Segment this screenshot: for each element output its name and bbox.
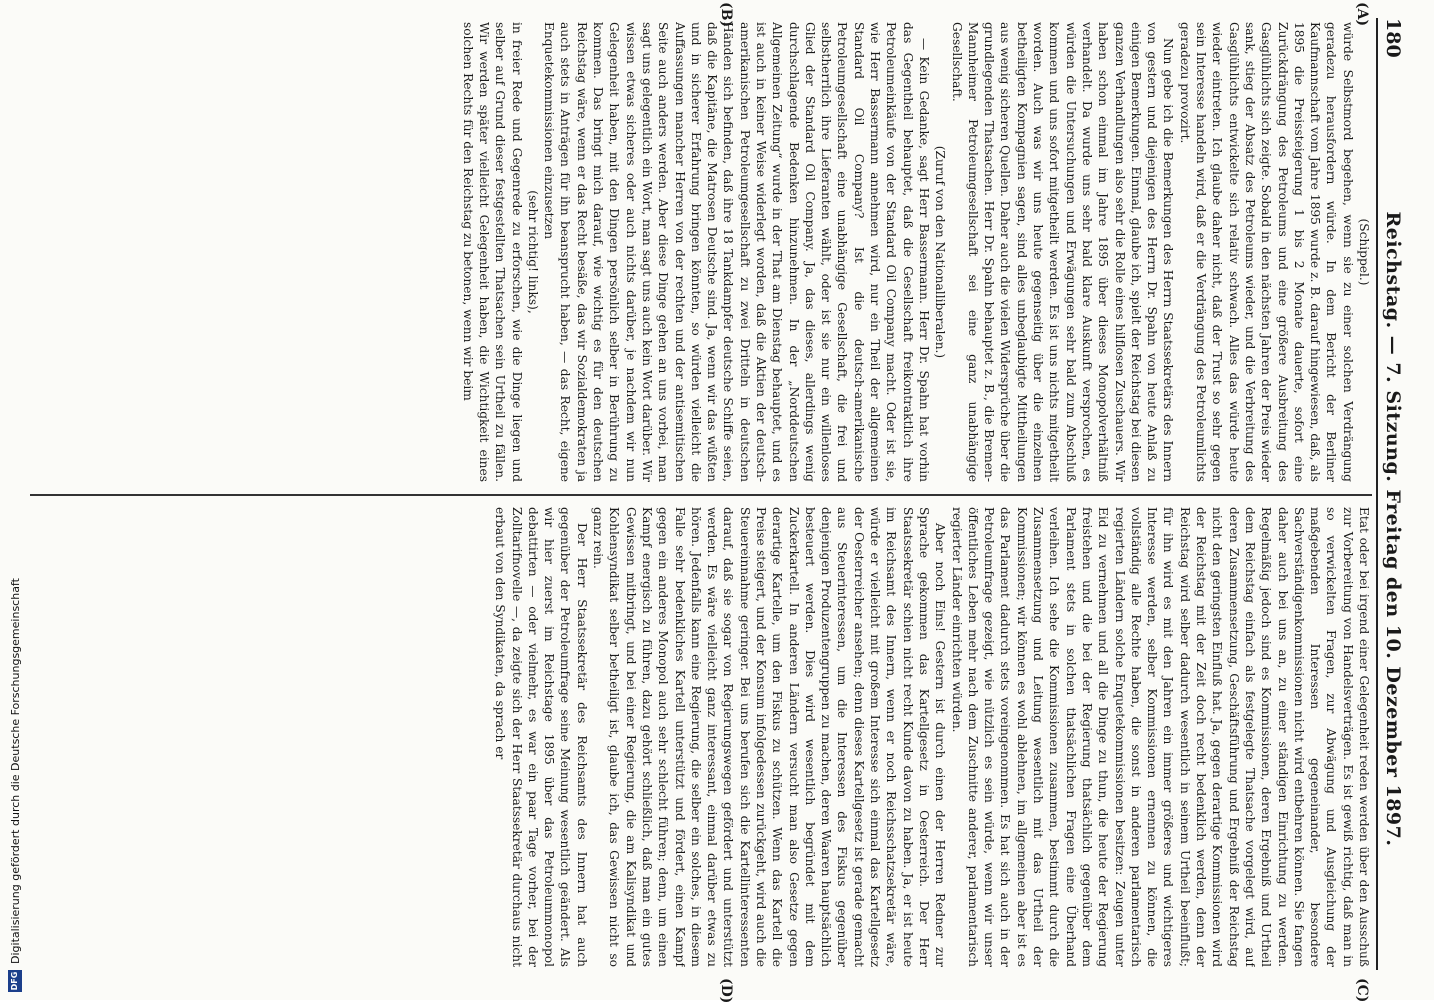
- dfg-logo-icon: DFG: [8, 970, 22, 992]
- margin-mark-c: (C): [1354, 978, 1370, 1003]
- interjection: (sehr richtig! links),: [525, 190, 540, 314]
- paragraph: würde Selbstmord begehen, wenn sie zu einer solchen Verdrängung geradezu herausfordern würde. In dem Bericht der Berliner Kaufmannschaft vom Jahre 1895 wurde z. B. darauf hingewiesen, daß, als 1895 die Preissteigerung 1 bis 2 Monate dauerte, sofort eine Zurückdrängung des Petroleums und eine größere Ausbreitung des Gasglühlichts sich zeigte. Sobald in den nächsten Jahren der Preis wieder sank, stieg der Absatz des Petroleums wieder, und die Verbreitung des Gasglühlichts entwickelte sich relativ schwach. Alles das würde heute wieder eintreten. Ich glaube daher nicht, daß der Trust so sehr gegen sein Interesse handeln wird, daß er die Verdrängung des Petroleumlichts geradezu provozirt.: [1177, 22, 1355, 482]
- left-column: [30, 22, 1372, 482]
- paragraph: — Kein Gedanke, sagt Herr Bassermann. Herr Dr. Spahn hat vorhin das Gegentheil behauptet, daß die Gesellschaft freikontraktlich ihre Petroleumeinkäufe von der Standard Oil Company macht. Oder ist sie, wie Herr Bassermann annehmen wird, nur ein Theil der allgemeinen Standard Oil Company? Ist die deutsch-amerikanische Petroleumgesellschaft eine unabhängige Gesellschaft, die frei und selbstherrlich ihre Lieferanten wählt, oder ist sie nur ein willenloses Glied der Standard Oil Company. Ja, das dieses, allerdings wenig durchschlagende Bedenken hinzunehmen. In der „Norddeutschen Allgemeinen Zeitung“ wurde in der That am Dienstag behauptet, und es ist auch in keiner Weise widerlegt worden, daß die Aktien der deutsch-amerikanischen Petroleumgesellschaft zu zwei Dritteln in deutschen Händen sich befinden, daß ihre 18 Tankdampfer deutsche Schiffe seien, daß die Kapitäne, die Matrosen Deutsche sind. Ja, wenn wir das wüßten und in sicherer Erfahrung bringen könnten, so würden vielleicht die Auffassungen mancher Herren von der rechten und der antisemitischen Seite auch anders werden. Aber diese Dinge gehen an uns vorbei, man sagt uns gelegentlich ein Wort, man sagt uns auch kein Wort darüber. Wir wissen etwas sicheres oder auch nichts darüber, je nachdem wir nun Gelegenheit haben, mit den Dingen persönlich selber in Berührung zu kommen. Das bringt mich darauf, wie wichtig es für den deutschen Reichstag wäre, wenn er das Recht besäße, das wir Sozialdemokraten ja auch stets in Anträgen für ihn beansprucht haben, — das Recht, eigene Enquetekommissionen einzusetzen: [542, 22, 931, 482]
- speaker-label: (Schippel.): [1357, 218, 1371, 286]
- paragraph: Der Herr Staatssekretär des Reichsamts des Innern hat auch gegenüber der Petroleumfrage seine Meinung wesentlich geändert. Als wir hier zuerst im Reichstage 1895 über das Petroleummonopol debattirten — oder vielmehr, es war ein paar Tage vorher, bei der Zolltarifnovelle —, da zeigte sich der Herr Staatssekretär durchaus nicht erbaut von den Syndikaten, da sprach er: [493, 507, 589, 967]
- paragraph: Etat oder bei irgend einer Gelegenheit reden werden über den Ausschuß zur Vorbereitung von Handelsverträgen. Es ist gewiß richtig, daß man in so verwickelten Fragen, zur Abwägung und Ausgleichung der maßgebenden Interessen gegeneinander, besondere Sachverständigenkommissionen nicht wird entbehren können. Sie fangen daher auch bei uns an, zu einer ständigen Einrichtung zu werden. Regelmäßig jedoch sind es Kommissionen, deren Ergebniß und Urtheil dem Reichstag einfach als festgelegte Thatsache vorgelegt wird, auf deren Zusammensetzung, Geschäftsführung und Ergebniß der Reichstag nicht den geringsten Einfluß hat. Ja, gegen derartige Kommissionen wird der Reichstag mit der Zeit doch recht bedenklich werden, denn der Reichstag wird selber dadurch wesentlich in seinem Urtheil beeinflußt; für ihn wird es mit den Jahren ein immer größeres und wichtigeres Interesse werden, selber Kommissionen ernennen zu können, die vollständig alle Rechte haben, die sonst in anderen parlamentarisch regierten Ländern solche Enquetekommissionen besitzen: Zeugen unter Eid zu vernehmen und all die Dinge zu thun, die heute der Regierung freistehen und die bei der Regierung thatsächlich gegenüber dem Parlament stets in solchen thatsächlichen Fragen eine Überhand verleihen. Ich sehe die Kommissionen zusammen, bestimmt durch die Zusammensetzung und Leitung wesentlich mit das Urtheil der Kommissionen; wir können es wohl ablehnen, im allgemeinen aber ist es das Parlament dadurch stets voreingenommen. Es hat sich auch in der Petroleumfrage gezeigt, wie nützlich es sein würde, wenn wir unser öffentliches Leben mehr nach dem Zuschnitte anderer, parlamentarisch regierter Länder einrichten würden.: [949, 507, 1371, 967]
- paragraph: Nun gebe ich die Bemerkungen des Herrn Staatssekretärs des Innern von gestern und diejenigen des Herrn Dr. Spahn von heute Anlaß zu einigen Bemerkungen. Einmal, glaube ich, spielt der Reichstag bei diesen ganzen Verhandlungen also sehr die Rolle eines hilflosen Zuschauers. Wir haben schon einmal im Jahre 1895 über dieses Monopolverhältniß verhandelt. Da wurde uns sehr bald klare Auskunft versprochen, es würden die Untersuchungen und Erwägungen sehr bald zum Abschluß kommen und uns sofort mitgetheilt werden. Es ist uns nichts mitgetheilt worden. Auch was wir uns heute gegenseitig über die einzelnen betheiligten Kompagnien sagen, sind alles unbeglaubigte Mittheilungen aus wenig sicheren Quellen. Daher auch die vielen Widersprüche über die grundlegenden Thatsachen. Herr Dr. Spahn behauptet z. B., die Bremen-Mannheimer Petroleumgesellschaft sei eine ganz unabhängige Gesellschaft.: [949, 22, 1176, 482]
- page-number: 180: [1382, 18, 1404, 58]
- column-divider: [30, 494, 1372, 496]
- right-column: [30, 507, 1372, 967]
- page-header: [1376, 18, 1404, 970]
- interjection: (Zuruf von den Nationalliberalen.): [933, 145, 948, 359]
- margin-mark-a: (A): [1354, 2, 1370, 27]
- funding-note: Digitalisierung gefördert durch die Deutsche Forschungsgemeinschaft: [8, 578, 22, 964]
- funding-footer: [4, 0, 26, 1000]
- paragraph: in freier Rede und Gegenrede zu erforschen, wie die Dinge liegen und selber auf Grund dieser festgestellten Thatsachen sein Urtheil zu fällen. Wir werden später vielleicht Gelegenheit haben, die Wichtigkeit eines solchen Rechts für den Reichstag zu betonen, wenn wir beim: [460, 22, 524, 482]
- margin-mark-b: (B): [718, 2, 734, 28]
- margin-mark-d: (D): [718, 978, 734, 1003]
- page-title: Reichstag. — 7. Sitzung. Freitag den 10. Dezember 1897.: [1382, 211, 1404, 847]
- paragraph: Aber noch Eins! Gestern ist durch einen der Herren Redner zur Sprache gekommen das Kartellgesetz in Oesterreich. Der Herr Staatssekretär schien nicht recht Kunde davon zu haben. Ja, er ist heute im Reichsamt des Innern, wenn er noch Reichsschatzsekretär wäre, würde er vielleicht mit großem Interesse sich einmal das Kartellgesetz der Oesterreicher ansehen; denn dieses Kartellgesetz ist gerade gemacht aus Steuerinteressen, um die Interessen des Fiskus gegenüber denjenigen Produzentengruppen zu machen, deren Waaren hauptsächlich besteuert werden. Dies wird wesentlich begründet mit dem Zuckerkartell. In anderen Ländern versucht man also Gesetze gegen derartige Kartelle, um den Fiskus zu schützen. Wenn das Kartell die Preise steigert, und der Konsum infolgedessen zurückgeht, wird auch die Steuereinnahme geringer. Bei uns berufen sich die Kartellinteressenten darauf, daß sie sogar von Regierungswegen gefördert und unterstützt werden. Es wäre vielleicht ganz interessant, einmal darüber etwas zu hören. Jedenfalls kann eine Regierung, die selber ein solches, in diesem Falle sehr bedenkliches Kartell unterstützt und fördert, einen Kampf gegen ein anderes Monopol auch sehr schlecht führen; denn, um einen Kampf energisch zu führen, dazu gehört schließlich, daß man ein gutes Gewissen mitbringt, und bei einer Regierung, die am Kalisyndikat und Kohlensyndikat selber betheiligt ist, glaube ich, das Gewissen nicht so ganz rein.: [591, 507, 948, 967]
